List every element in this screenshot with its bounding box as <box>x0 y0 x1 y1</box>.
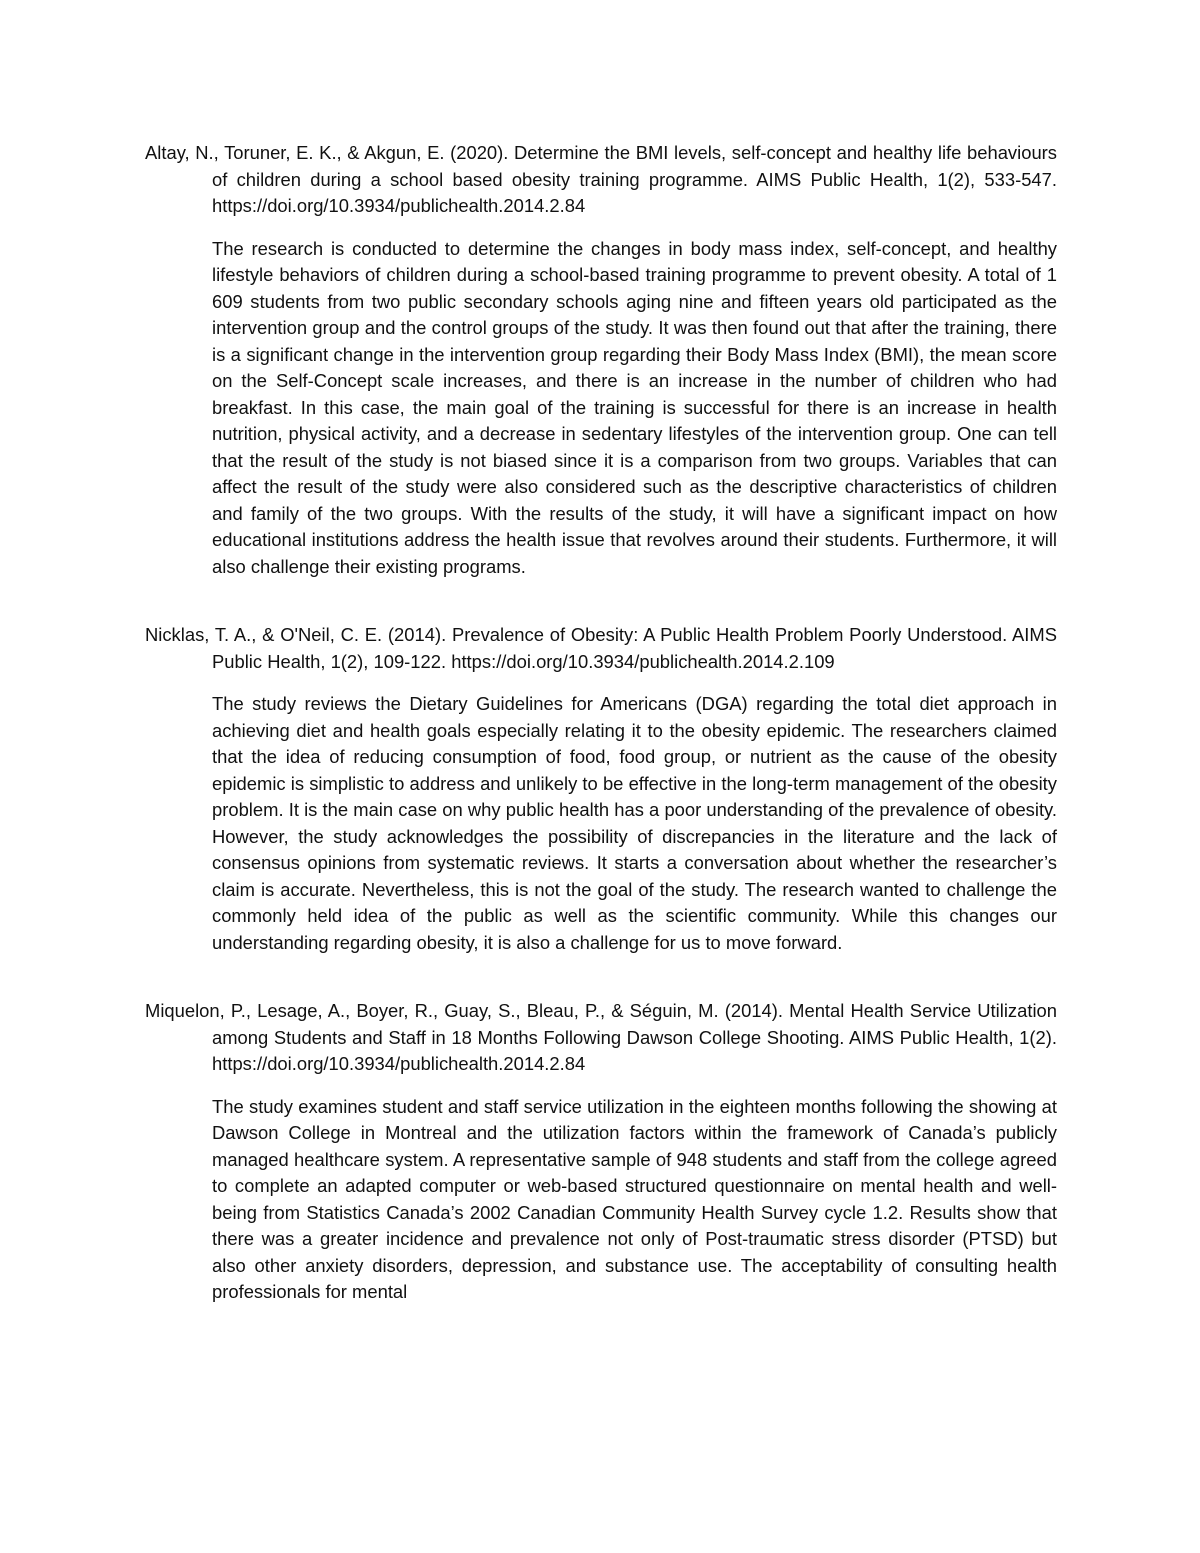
reference-summary: The study examines student and staff service utilization in the eighteen months following the showing at Dawson College in Montreal and the utilization factors within the framework of Canada’s publicly managed healthcare system. A representative sample of 948 students and staff from the college agreed to complete an adapted computer or web-based structured questionnaire on mental health and well-being from Statistics Canada’s 2002 Canadian Community Health Survey cycle 1.2. Results show that there was a greater incidence and prevalence not only of Post-traumatic stress disorder (PTSD) but also other anxiety disorders, depression, and substance use. The acceptability of consulting health professionals for mental <box>212 1095 1057 1302</box>
reference-citation: Miquelon, P., Lesage, A., Boyer, R., Guay, S., Bleau, P., & Séguin, M. (2014). Mental Health Service Utilization among Students and Staff in 18 Months Following Dawson College Shooting. AIMS Public Health, 1(2). https://doi.org/10.3934/publichealth.2014.2.84 <box>145 1000 1057 1074</box>
reference-citation: Nicklas, T. A., & O'Neil, C. E. (2014). Prevalence of Obesity: A Public Health Problem Poorly Understood. AIMS Public Health, 1(2), 109-122. https://doi.org/10.3934/publichealth.2014.2.109 <box>145 624 1057 672</box>
reference-entry <box>145 140 1057 580</box>
page-content <box>145 140 1057 1348</box>
reference-summary: The research is conducted to determine the changes in body mass index, self-concept, and healthy lifestyle behaviors of children during a school-based training programme to prevent obesity. A total of 1 609 students from two public secondary schools aging nine and fifteen years old participated as the intervention group and the control groups of the study. It was then found out that after the training, there is a significant change in the intervention group regarding their Body Mass Index (BMI), the mean score on the Self-Concept scale increases, and there is an increase in the number of children who had breakfast. In this case, the main goal of the training is successful for there is an increase in health nutrition, physical activity, and a decrease in sedentary lifestyles of the intervention group. One can tell that the result of the study is not biased since it is a comparison from two groups. Variables that can affect the result of the study were also considered such as the descriptive characteristics of children and family of the two groups. With the results of the study, it will have a significant impact on how educational institutions address the health issue that revolves around their students. Furthermore, it will also challenge their existing programs. <box>212 237 1057 577</box>
reference-entry <box>145 998 1057 1306</box>
reference-citation: Altay, N., Toruner, E. K., & Akgun, E. (2020). Determine the BMI levels, self-concept and healthy life behaviours of children during a school based obesity training programme. AIMS Public Health, 1(2), 533-547. https://doi.org/10.3934/publichealth.2014.2.84 <box>145 142 1057 216</box>
reference-summary: The study reviews the Dietary Guidelines for Americans (DGA) regarding the total diet approach in achieving diet and health goals especially relating it to the obesity epidemic. The researchers claimed that the idea of reducing consumption of food, food group, or nutrient as the cause of the obesity epidemic is simplistic to address and unlikely to be effective in the long-term management of the obesity problem. It is the main case on why public health has a poor understanding of the prevalence of obesity. However, the study acknowledges the possibility of discrepancies in the literature and the lack of consensus opinions from systematic reviews. It starts a conversation about whether the researcher’s claim is accurate. Nevertheless, this is not the goal of the study. The research wanted to challenge the commonly held idea of the public as well as the scientific community. While this changes our understanding regarding obesity, it is also a challenge for us to move forward. <box>212 693 1057 953</box>
reference-entry <box>145 622 1057 956</box>
